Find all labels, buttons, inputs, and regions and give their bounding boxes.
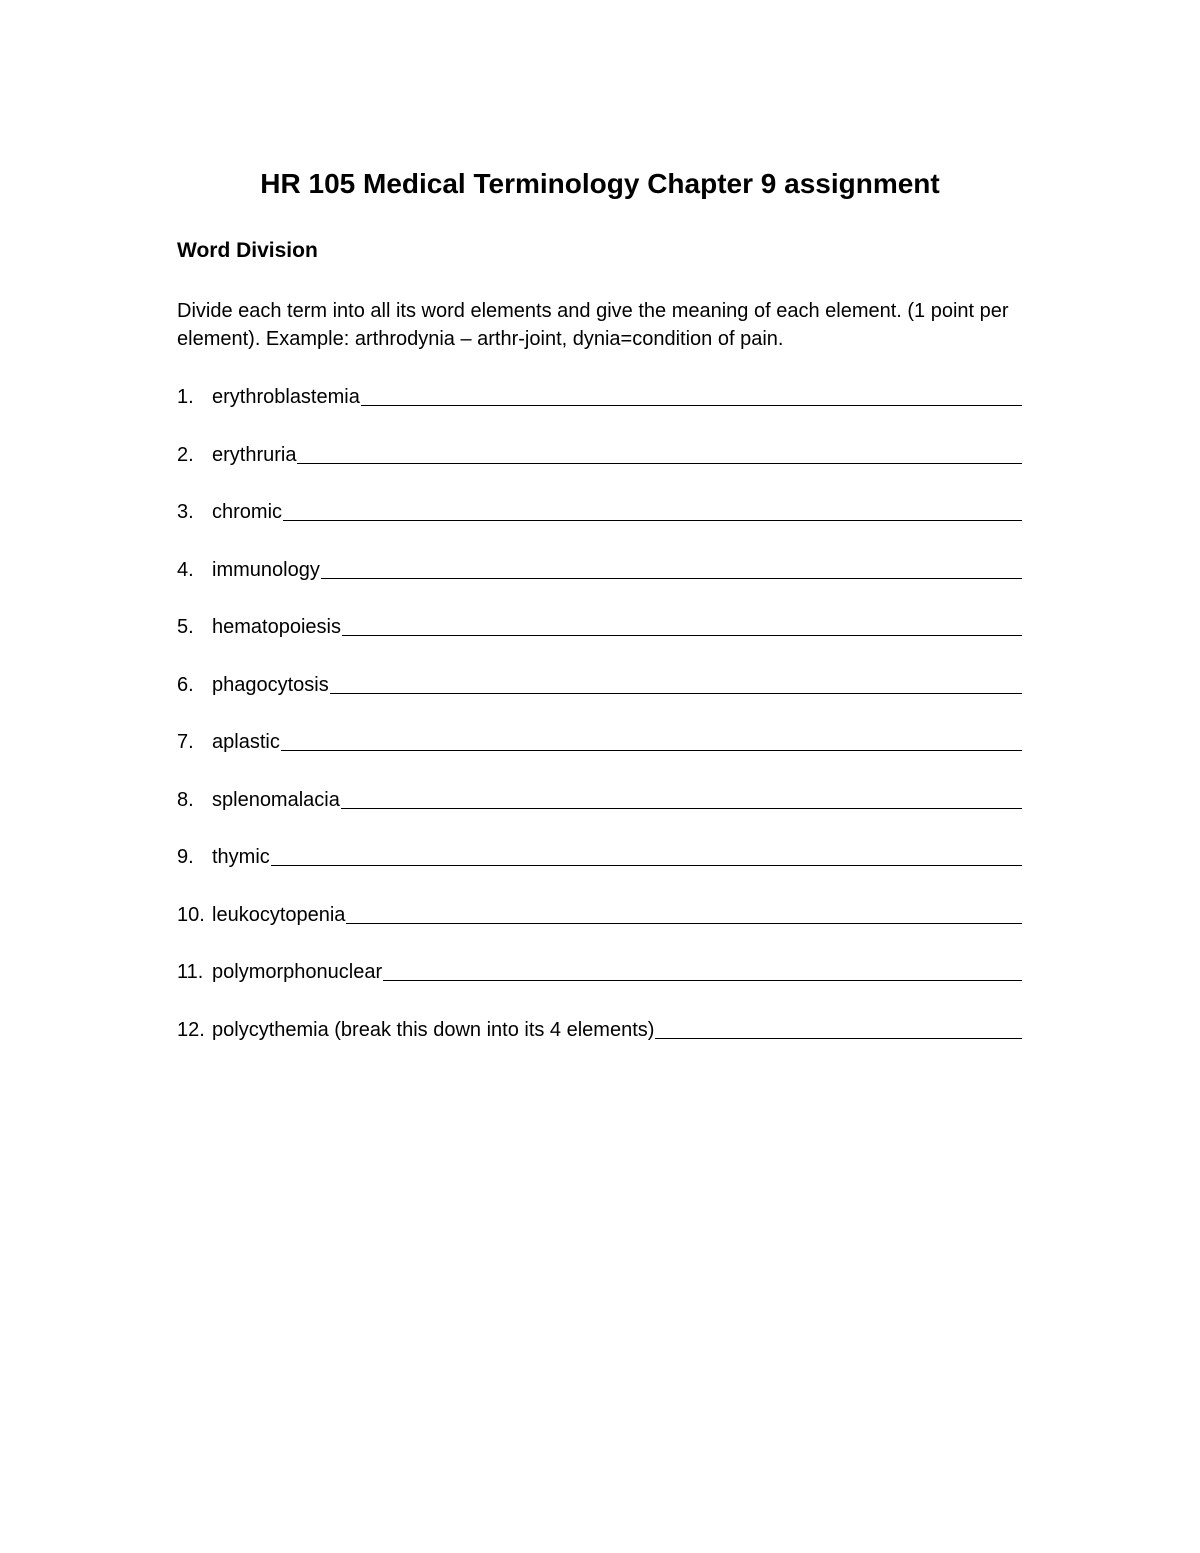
question-number: 11.	[177, 961, 204, 983]
question-term: polycythemia (break this down into its 4 elements)	[212, 1018, 655, 1041]
question-line	[212, 498, 1022, 526]
question-number: 10.	[177, 903, 205, 926]
question-number: 2.	[177, 443, 194, 466]
answer-blank	[330, 671, 1022, 694]
question-item	[177, 613, 1022, 671]
question-item	[177, 383, 1022, 441]
answer-blank	[281, 728, 1022, 751]
answer-blank	[341, 786, 1022, 809]
question-term: erythroblastemia	[212, 386, 360, 408]
answer-blank	[321, 556, 1022, 579]
question-line	[212, 786, 1022, 814]
question-number: 6.	[177, 673, 194, 696]
answer-blank	[297, 441, 1022, 464]
question-item	[177, 1016, 1022, 1074]
question-line	[212, 958, 1022, 986]
question-number: 8.	[177, 788, 194, 811]
answer-blank	[383, 958, 1022, 981]
question-number: 1.	[177, 386, 194, 408]
question-line	[212, 383, 1022, 411]
question-term: splenomalacia	[212, 788, 340, 811]
question-item	[177, 671, 1022, 729]
question-term: leukocytopenia	[212, 903, 346, 926]
answer-blank	[283, 498, 1022, 521]
question-item	[177, 786, 1022, 844]
question-term: erythruria	[212, 443, 297, 466]
question-list	[177, 383, 1022, 1073]
document-title: HR 105 Medical Terminology Chapter 9 assignment	[260, 168, 940, 199]
instructions-paragraph: Divide each term into all its word elements and give the meaning of each element. (1 point per element). Example: arthrodynia – arthr-joint, dynia=condition of pain.	[177, 300, 1009, 350]
question-term: chromic	[212, 501, 283, 523]
answer-blank	[271, 843, 1022, 866]
question-line	[212, 1016, 1022, 1044]
question-number: 3.	[177, 501, 194, 523]
question-number: 9.	[177, 846, 194, 868]
answer-blank	[655, 1016, 1022, 1039]
question-item	[177, 843, 1022, 901]
question-term: phagocytosis	[212, 673, 329, 696]
question-term: polymorphonuclear	[212, 961, 383, 983]
answer-blank	[361, 383, 1022, 406]
question-term: immunology	[212, 558, 320, 581]
question-item	[177, 498, 1022, 556]
question-line	[212, 556, 1022, 584]
answer-blank	[342, 613, 1022, 636]
question-item	[177, 958, 1022, 1016]
answer-blank	[346, 901, 1022, 924]
question-item	[177, 728, 1022, 786]
question-line	[212, 613, 1022, 641]
question-item	[177, 556, 1022, 614]
question-item	[177, 441, 1022, 499]
question-line	[212, 441, 1022, 469]
question-term: thymic	[212, 846, 270, 868]
question-number: 7.	[177, 731, 194, 753]
section-heading: Word Division	[177, 239, 318, 262]
question-number: 5.	[177, 616, 194, 638]
question-item	[177, 901, 1022, 959]
question-line	[212, 728, 1022, 756]
question-number: 12.	[177, 1018, 205, 1041]
question-line	[212, 901, 1022, 929]
question-term: aplastic	[212, 731, 280, 753]
question-term: hematopoiesis	[212, 616, 341, 638]
question-number: 4.	[177, 558, 194, 581]
question-line	[212, 671, 1022, 699]
question-line	[212, 843, 1022, 871]
